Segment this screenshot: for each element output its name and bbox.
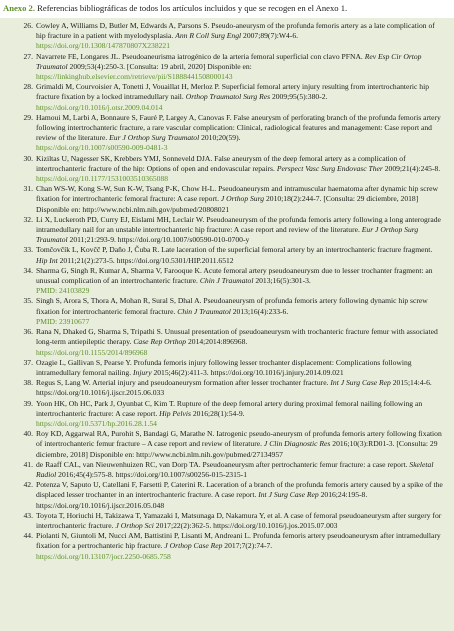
- reference-journal: Skeletal Radiol: [36, 459, 434, 479]
- reference-citation: Yoon HK, Oh HC, Park J, Oyunbat C, Kim T. Rupture of the deep femoral artery during proximal femoral nailing following an intertrochanteric fracture: A case report.: [36, 398, 423, 418]
- reference-journal: Hip Pelvis: [159, 408, 191, 418]
- reference-text: [36, 511, 444, 531]
- reference-link[interactable]: https://doi.org/10.1177/1531003510365088: [36, 174, 169, 184]
- reference-volume-pages: 2017;22(2):362-5. https://doi.org/10.1016/j.jos.2015.07.003: [153, 520, 338, 530]
- reference-item: [0, 531, 444, 562]
- reference-volume-pages: 2015;14:4-6. https://doi.org/10.1016/j.ijscr.2015.06.033: [36, 378, 432, 398]
- reference-item: [0, 113, 444, 154]
- reference-text: [36, 460, 444, 480]
- reference-volume-pages: 2009;53(4):250-3. [Consulta: 19 abril, 2020] Disponible en:: [67, 61, 252, 71]
- reference-journal: Case Rep Orthop: [133, 337, 187, 347]
- reference-text: [36, 245, 444, 265]
- reference-volume-pages: 2009;21(4):245-8.: [382, 163, 441, 173]
- reference-item: [0, 266, 444, 297]
- reference-volume-pages: 2016;24:195-8. https://doi.org/10.1016/j.ijscr.2016.05.048: [36, 490, 368, 510]
- reference-item: [0, 82, 444, 113]
- reference-volume-pages: 2011;21(2):273-5. https://doi.org/10.5301/HIP.2011.6512: [57, 255, 234, 265]
- reference-link[interactable]: https://doi.org/10.1308/147870807X238221: [36, 41, 171, 51]
- reference-text: [36, 184, 444, 215]
- reference-citation: Chan WS-W, Kong S-W, Sun K-W, Tsang P-K, Chow H-L. Pseudoaneurysm and intramuscular haematoma after dynamic hip screw fixation for intertrochanteric femoral fracture: A case report.: [36, 184, 439, 204]
- reference-item: [0, 52, 444, 83]
- reference-item: [0, 429, 444, 460]
- annex-heading: [3, 2, 454, 14]
- reference-text: [36, 266, 444, 286]
- reference-citation: Li X, Luckeroth PD, Curry EJ, Eislami MH, Leclair W. Pseudoaneurysm of the profunda femoris artery following a long anterograde intramedullary nail for an unstable intertrochanteric hip fracture: A case report and review of the literature.: [36, 214, 441, 235]
- reference-number: 35.: [23, 296, 33, 306]
- reference-citation: Toyota T, Horiuchi H, Takizawa T, Yamazaki I, Matsunaga D, Nakamura Y, et al. A case of femoral pseudoaneurysm after surgery for intertrochanteric fracture.: [36, 510, 442, 530]
- reference-text: [36, 113, 444, 144]
- reference-volume-pages: 2011;21:293-9. https://doi.org/10.1007/s00590-010-0700-y: [67, 235, 250, 245]
- references-list: [0, 21, 444, 562]
- reference-citation: Kiziltas U, Nagesser SK, Krebbers YMJ, Sonneveld DJA. False aneurysm of the deep femoral artery as a complication of intertrochanteric fracture of the hip: Options of open and endovascular repairs.: [36, 153, 406, 173]
- reference-citation: Sharma G, Singh R, Kumar A, Sharma V, Farooque K. Acute femoral artery pseudoaneurysm due to lesser trochanter fragment: an unusual complication of an intertrochanteric fracture.: [36, 265, 433, 286]
- reference-journal: J Clin Diagnostic Res: [263, 439, 331, 449]
- reference-number: 43.: [23, 510, 33, 520]
- reference-journal: Rev Esp Cir Ortop Traumatol: [36, 51, 422, 71]
- reference-text: [36, 82, 444, 102]
- reference-text: [36, 327, 444, 347]
- reference-item: [0, 21, 444, 52]
- reference-text: [36, 154, 444, 174]
- reference-journal: J Orthop Sci: [115, 520, 154, 530]
- reference-number: 39.: [23, 398, 33, 408]
- reference-text: [36, 429, 444, 460]
- reference-number: 34.: [23, 265, 33, 275]
- reference-journal: Int J Surg Case Rep: [258, 490, 319, 500]
- reference-number: 38.: [23, 378, 33, 388]
- reference-number: 31.: [23, 184, 33, 194]
- reference-volume-pages: 2009;95(5):380-2.: [270, 92, 328, 102]
- reference-link[interactable]: https://linkinghub.elsevier.com/retrieve/pii/S1888441508000143: [36, 72, 233, 82]
- reference-item: [0, 215, 444, 246]
- reference-volume-pages: 2010;18(2):244-7. [Consulta: 29 diciembre, 2018] Disponible en: http://www.ncbi.nlm.nih.gov/pubmed/20808021: [36, 194, 419, 214]
- reference-journal: Chin J Traumatol: [199, 276, 254, 286]
- reference-number: 41.: [23, 459, 33, 469]
- reference-link[interactable]: https://doi.org/10.5371/hp.2016.28.1.54: [36, 418, 157, 428]
- reference-link[interactable]: https://doi.org/10.1016/j.otsr.2009.04.014: [36, 102, 163, 112]
- reference-citation: Navarrete FE, Longares JL. Pseudoaneurisma iatrogénico de la arteria femoral superficial con clavo PFNA.: [36, 51, 365, 61]
- reference-citation: Cowley A, Williams D, Butler M, Edwards A, Parsons S. Pseudo-aneurysm of the profunda femoris artery as a late complication of hip fracture in a patient with myelodysplasia.: [36, 21, 435, 41]
- reference-citation: Potenza V, Saputo U, Catellani F, Farsetti P, Caterini R. Laceration of a branch of the profunda femoris artery caused by a spike of the displaced lesser trochanter in an intertrochanteric fracture. A case report.: [36, 480, 443, 500]
- reference-item: [0, 460, 444, 480]
- annex-heading-text: Referencias bibliográficas de todos los artículos incluidos y que se recogen en el Anexo 1.: [35, 3, 348, 13]
- reference-volume-pages: 2013;16(5):301-3.: [253, 276, 311, 286]
- reference-citation: Rana N, Dhaked G, Sharma S, Tripathi S. Unusual presentation of pseudoaneurysm with trochanteric fracture femur with associated long-term antiepileptic therapy.: [36, 327, 438, 347]
- reference-text: [36, 215, 444, 246]
- reference-journal: J Orthop Surg: [220, 194, 265, 204]
- reference-volume-pages: 2013;16(4):233-6.: [230, 306, 289, 316]
- reference-item: [0, 296, 444, 327]
- reference-text: [36, 531, 444, 551]
- reference-journal: Orthop Traumatol Surg Res: [185, 92, 271, 102]
- reference-volume-pages: 2014;2014:896968.: [186, 337, 248, 347]
- reference-citation: Tomčovčík L, Kovčč P, Daňo J, Čuba R. Late laceration of the superficial femoral artery by an intertrochanteric fracture fragment.: [36, 245, 433, 255]
- reference-number: 36.: [23, 327, 33, 337]
- reference-number: 32.: [23, 214, 33, 224]
- reference-number: 30.: [23, 153, 33, 163]
- reference-item: [0, 511, 444, 531]
- reference-text: [36, 296, 444, 316]
- reference-journal: Ann R Coll Surg Engl: [175, 31, 242, 41]
- reference-citation: Roy KD, Aggarwal RA, Purohit S, Bandagi G, Marathe N. Iatrogenic pseudo-aneurysm of profunda femoris artery following fixation of intertrochanteric femur fracture – A case report and review of literature.: [36, 429, 442, 449]
- reference-journal: J Orthop Case Rep: [164, 541, 223, 551]
- reference-text: [36, 358, 444, 378]
- reference-number: 37.: [23, 357, 33, 367]
- reference-volume-pages: 2015;46(2):411-3. https://doi.org/10.1016/j.injury.2014.09.021: [151, 367, 344, 377]
- reference-link[interactable]: https://doi.org/10.1007/s00590-009-0481-3: [36, 143, 168, 153]
- reference-journal: Perspect Vasc Surg Endovasc Ther: [276, 163, 383, 173]
- reference-citation: Hamoui M, Larbi A, Bonnaure S, Fauré P, Largey A, Canovas F. False aneurysm of perforating branch of the profunda femoris artery following intertrochanteric fracture, a rare vascular complication: Clinical, radiological features and management: Case report and review of the literature.: [36, 112, 441, 143]
- reference-citation: Grimaldi M, Courvoisier A, Tonetti J, Vouaillat H, Merloz P. Superficial femoral artery injury resulting from intertrochanteric hip fracture fixation by a locked intramedullary nail.: [36, 82, 429, 102]
- annex-heading-lead: Anexo 2.: [3, 3, 35, 13]
- reference-citation: Ozagie L, Gallivan S, Pearse Y. Profunda femoris injury following lesser trochanter displacement: Complications following intramedullary femoral nailing.: [36, 357, 412, 377]
- reference-item: [0, 378, 444, 398]
- reference-text: [36, 480, 444, 511]
- reference-citation: de Raaff CAL, van Nieuwenhuizen RC, van Dorp TA. Pseudoaneurysm after pertrochanteric femur fracture: a case report.: [36, 459, 410, 469]
- reference-citation: Regus S, Lang W. Arterial injury and pseudoaneurysm formation after lesser trochanter fracture.: [36, 378, 331, 388]
- reference-journal: Eur J Orthop Surg Traumatol: [36, 225, 419, 245]
- reference-number: 28.: [23, 82, 33, 92]
- reference-number: 27.: [23, 51, 33, 61]
- reference-item: [0, 184, 444, 215]
- reference-item: [0, 480, 444, 511]
- reference-volume-pages: 2017;7(2):74-7.: [222, 541, 273, 551]
- reference-journal: Injury: [133, 367, 152, 377]
- reference-number: 40.: [23, 429, 33, 439]
- reference-number: 26.: [23, 21, 33, 30]
- reference-item: [0, 358, 444, 378]
- reference-number: 33.: [23, 245, 33, 255]
- reference-journal: Eur J Orthop Surg Traumatol: [109, 133, 200, 143]
- reference-link[interactable]: https://doi.org/10.1155/2014/896968: [36, 347, 148, 357]
- reference-item: [0, 154, 444, 185]
- reference-text: [36, 21, 444, 41]
- reference-link[interactable]: https://doi.org/10.13107/jocr.2250-0685.758: [36, 551, 171, 561]
- reference-item: [0, 399, 444, 430]
- reference-volume-pages: 2016;28(1):54-9.: [190, 408, 245, 418]
- reference-journal: Hip Int: [36, 255, 58, 265]
- reference-text: [36, 378, 444, 398]
- reference-journal: Chin J Traumatol: [177, 306, 231, 316]
- reference-link[interactable]: PMID: 24103829: [36, 286, 90, 296]
- reference-link[interactable]: PMID: 23910677: [36, 316, 90, 326]
- references-panel: [0, 18, 454, 631]
- reference-number: 29.: [23, 112, 33, 122]
- reference-citation: Singh S, Arora S, Thora A, Mohan R, Sural S, Dhal A. Pseudoaneurysm of profunda femoris artery following dynamic hip screw fixation for intertrochanteric femoral fracture.: [36, 296, 428, 316]
- reference-text: [36, 399, 444, 419]
- reference-number: 44.: [23, 531, 33, 541]
- reference-number: 42.: [23, 480, 33, 490]
- reference-volume-pages: 2016;10(3):RD01-3. [Consulta: 29 diciembre, 2018] Disponible en: http://www.ncbi.nlm.nih.gov/pubmed/27134957: [36, 439, 438, 459]
- reference-volume-pages: 2010;20(59).: [199, 133, 241, 143]
- reference-item: [0, 245, 444, 265]
- reference-volume-pages: 2016;45(4):575-8. https://doi.org/10.1007/s00256-015-2315-1: [56, 469, 248, 479]
- reference-journal: Int J Surg Case Rep: [330, 378, 391, 388]
- reference-text: [36, 52, 444, 72]
- reference-citation: Piolanti N, Giuntoli M, Nucci AM, Battistini P, Lisanti M, Andreani L. Profunda femoris artery pseudoaneurysm after intramedullary fixation for a pertrochanteric hip fracture.: [36, 531, 441, 551]
- reference-item: [0, 327, 444, 358]
- reference-volume-pages: 2007;89(7):W4-6.: [241, 31, 299, 41]
